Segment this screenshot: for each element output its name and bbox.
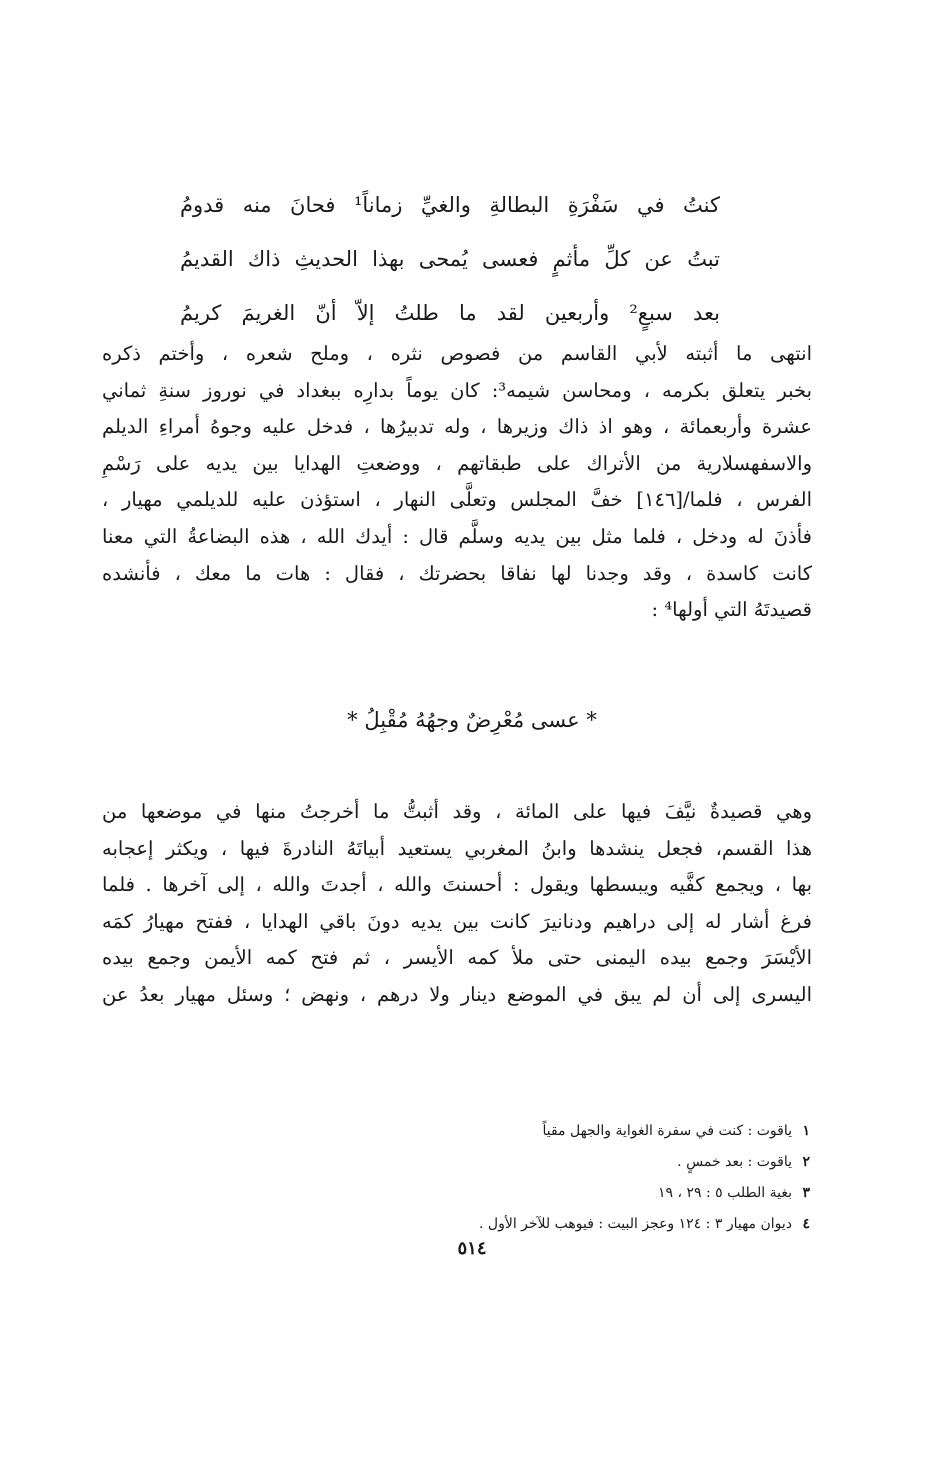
text-line: بخبر يتعلق بكرمه ، ومحاسن شيمه³: كان يوماً بدارِه ببغداد في نوروز سنةِ ثماني xyxy=(102,378,812,402)
text-line: كانت كاسدة ، وقد وجدنا لها نفاقا بحضرتك ، فقال : هات ما معك ، فأنشده xyxy=(102,561,812,585)
text-line: فأذنَ له ودخل ، فلما مثل بين يديه وسلَّم قال : أيدك الله ، هذه البضاعةُ التي معنا xyxy=(102,524,812,548)
text-line: والاسفهسلارية من الأتراك على طبقاتهم ، ووضعتِ الهدايا بين يديه على رَسْمِ xyxy=(102,451,812,475)
text-line: عشرة وأربعمائة ، وهو اذ ذاك وزيرها ، وله تدبيرُها ، فدخل عليه وجوهُ أمراءِ الديلم xyxy=(102,415,812,439)
footnote-2 xyxy=(290,1147,810,1178)
verse-line-2: تبتُ عن كلِّ مأثمٍ فعسى يُمحى بهذا الحديثِ ذاك القديمُ xyxy=(180,247,720,271)
text-line: انتهى ما أثبته لأبي القاسم من فصوص نثره ، وملح شعره ، وأختم ذكره xyxy=(102,342,812,365)
text-line: هذا القسم، فجعل ينشدها وابنُ المغربي يستعيد أبياتَهُ النادرةَ فيها ، ويكثر إعجابه xyxy=(102,836,812,860)
footnote-number: ٢ xyxy=(802,1154,810,1170)
footnote-text: ديوان مهيار ٣ : ١٢٤ وعجز البيت : فيوهب للآخر الأول . xyxy=(479,1216,793,1232)
quoted-hemistich: * عسى مُعْرِضٌ وجهُهُ مُقْبِلُ * xyxy=(347,708,597,732)
text-line: بها ، ويجمع كفَّيه ويبسطها ويقول : أحسنتَ والله ، أجدتَ والله ، إلى آخرها . فلما xyxy=(102,873,812,897)
footnote-3 xyxy=(290,1178,810,1209)
footnote-text: ياقوت : كنت في سفرة الغواية والجهل مقياً xyxy=(542,1123,793,1139)
verse-line-3: بعد سبعٍ² وأربعين لقد ما طلتُ إلاّ أنّ الغريمَ كريمُ xyxy=(180,301,720,325)
text-line: وهي قصيدةٌ نيَّفَ فيها على المائة ، وقد أثبتُّ ما أخرجتُ منها في موضعها من xyxy=(102,800,812,823)
footnote-1 xyxy=(290,1116,810,1147)
footnote-text: ياقوت : بعد خمسٍ . xyxy=(677,1154,793,1170)
text-line: الأيْسَرَ وجمع بيده اليمنى حتى ملأ كمه الأيسر ، ثم فتح كمه الأيمن وجمع بيده xyxy=(102,946,812,970)
text-line: فرغ أشار له إلى دراهيم ودنانيرَ كانت بين يديه دونَ باقي الهدايا ، ففتح مهيارُ كمَه xyxy=(102,909,812,933)
footnote-number: ٣ xyxy=(802,1185,810,1201)
footnote-number: ١ xyxy=(802,1123,810,1139)
footnote-number: ٤ xyxy=(802,1216,810,1232)
body-paragraph-2 xyxy=(102,794,812,1014)
poem-verses xyxy=(180,178,720,340)
verse-line-1: كنتُ في سَفْرَةِ البطالةِ والغيِّ زماناً¹ فحانَ منه قدومُ xyxy=(180,193,720,217)
text-line: الفرس ، فلما/[١٤٦] خفَّ المجلس وتعلَّى النهار ، استؤذن عليه للديلمي مهيار ، xyxy=(102,488,812,512)
text-line: قصيدتَهُ التي أولها⁴ : xyxy=(651,598,812,622)
page-number: ٥١٤ xyxy=(457,1238,487,1259)
footnote-4 xyxy=(290,1209,810,1240)
footnote-text: بغية الطلب ٥ : ٢٩ ، ١٩ xyxy=(658,1185,793,1201)
body-paragraph-1 xyxy=(102,336,812,629)
text-line: اليسرى إلى أن لم يبق في الموضع دينار ولا درهم ، ونهض ؛ وسئل مهيار بعدُ عن xyxy=(102,982,812,1006)
footnotes xyxy=(290,1116,810,1240)
